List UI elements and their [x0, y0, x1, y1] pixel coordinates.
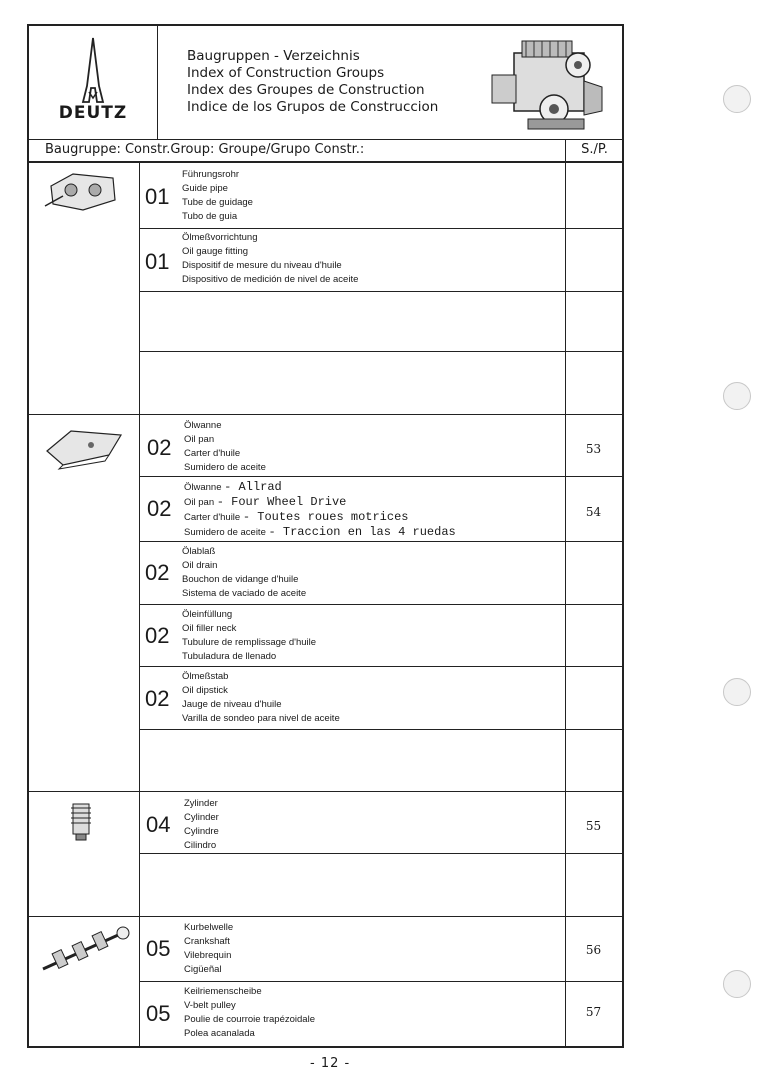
- binder-hole: [723, 678, 751, 706]
- crankshaft-illustration: [39, 921, 131, 977]
- row-divider: [139, 291, 622, 292]
- row-divider: [139, 729, 622, 730]
- group-number: 02: [145, 686, 170, 711]
- title-fr: Index des Groupes de Construction: [187, 82, 425, 98]
- row-divider: [139, 541, 622, 542]
- part-names: Keilriemenscheibe V-belt pulley Poulie de courroie trapézoidale Polea acanalada: [184, 986, 315, 1039]
- cylinder-illustration: [67, 798, 95, 842]
- page-ref: 55: [585, 819, 602, 833]
- group-number: 05: [146, 936, 171, 961]
- part-names: Ölmeßvorrichtung Oil gauge fitting Dispositif de mesure du niveau d'huile Dispositivo de medición de nivel de aceite: [182, 232, 359, 285]
- group-divider: [29, 791, 622, 792]
- group-number: 01: [145, 249, 170, 274]
- deutz-logo: [29, 26, 158, 139]
- group-number: 02: [145, 623, 170, 648]
- row-divider: [139, 351, 622, 352]
- part-names: Führungsrohr Guide pipe Tube de guidage Tubo de guia: [182, 169, 253, 222]
- binder-hole: [723, 85, 751, 113]
- group-number: 04: [146, 812, 171, 837]
- part-names: Kurbelwelle Crankshaft Vilebrequin Cigüeñal: [184, 922, 234, 975]
- guide-pipe-illustration: [43, 166, 123, 214]
- part-names: Ölablaß Oil drain Bouchon de vidange d'huile Sistema de vaciado de aceite: [182, 546, 307, 599]
- row-divider: [139, 604, 622, 605]
- page-ref: 53: [585, 442, 602, 456]
- deutz-spire-icon: [29, 26, 157, 106]
- row-divider: [139, 476, 622, 477]
- part-names: Zylinder Cylinder Cylindre Cilindro: [184, 798, 219, 851]
- page-ref: 56: [585, 943, 602, 957]
- part-names: Öleinfüllung Oil filler neck Tubulure de remplissage d'huile Tubuladura de llenado: [182, 609, 317, 662]
- oil-pan-illustration: [41, 421, 127, 471]
- page-column-label: S./P.: [565, 139, 623, 161]
- group-number: 01: [145, 184, 170, 209]
- group-number: 05: [146, 1001, 171, 1026]
- group-number: 02: [147, 496, 172, 521]
- page-ref: 57: [585, 1005, 602, 1019]
- group-divider: [29, 414, 622, 415]
- group-divider: [29, 916, 622, 917]
- title-de: Baugruppen - Verzeichnis: [187, 48, 360, 64]
- row-divider: [139, 981, 622, 982]
- table-header: [29, 26, 622, 140]
- index-table: [27, 24, 624, 1048]
- group-column-label: Baugruppe: Constr.Group: Groupe/Grupo Constr.:: [45, 142, 365, 157]
- group-number: 02: [145, 560, 170, 585]
- binder-hole: [723, 382, 751, 410]
- logo-text: DEUTZ: [58, 103, 128, 123]
- part-names: Ölwanne Oil pan Carter d'huile Sumidero de aceite: [184, 420, 266, 473]
- part-names: Ölmeßstab Oil dipstick Jauge de niveau d'huile Varilla de sondeo para nivel de aceite: [182, 671, 340, 724]
- engine-illustration: [484, 31, 614, 135]
- row-divider: [139, 853, 622, 854]
- title-en: Index of Construction Groups: [187, 65, 385, 81]
- column-header: [29, 139, 622, 163]
- page-ref: 54: [585, 505, 602, 519]
- binder-hole: [723, 970, 751, 998]
- group-number: 02: [147, 435, 172, 460]
- part-names: Ölwanne - Allrad Oil pan - Four Wheel Drive Carter d'huile - Toutes roues motrices Sumidero de aceite - Traccion en las 4 ruedas: [184, 480, 456, 539]
- index-titles: [187, 48, 438, 116]
- title-es: Indice de los Grupos de Construccion: [187, 99, 439, 115]
- row-divider: [139, 228, 622, 229]
- row-divider: [139, 666, 622, 667]
- page-number: - 12 -: [310, 1056, 351, 1071]
